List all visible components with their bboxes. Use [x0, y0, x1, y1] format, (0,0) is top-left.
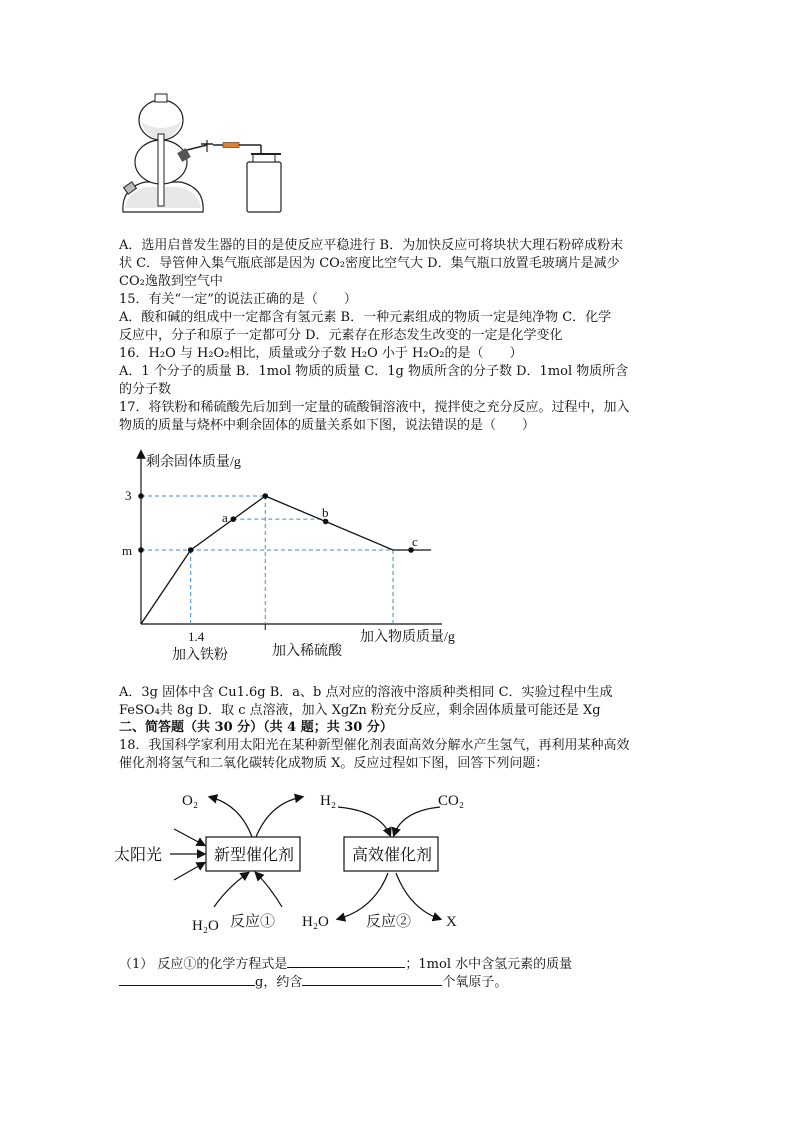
q18-sub1-line-2 [119, 972, 507, 992]
reaction-2-label: 反应② [366, 914, 412, 930]
h2o-in-label: H₂O [192, 918, 219, 934]
point-peak [262, 493, 268, 499]
q18-sub1-text-1: （1） 反应①的化学方程式是 [119, 957, 288, 972]
kipp-apparatus-figure [115, 90, 295, 220]
o2-label: O₂ [182, 793, 199, 809]
q17-options-line-1: A．3g 固体中含 Cu1.6g B．a、b 点对应的溶液中溶质种类相同 C．实验过程中生成 [119, 685, 613, 700]
sunlight-label: 太阳光 [114, 847, 163, 864]
h2o-out-label: H₂O [302, 914, 329, 930]
x-axis-label: 加入物质质量/g [360, 630, 455, 645]
q17-stem-line-1: 17．将铁粉和稀硫酸先后加到一定量的硫酸铜溶液中，搅拌使之充分反应。过程中，加入 [119, 400, 630, 415]
q18-sub1-line-1 [119, 954, 572, 974]
q15-stem: 15．有关“一定”的说法正确的是（ ） [119, 292, 357, 307]
q16-options-line-2: 的分子数 [119, 382, 172, 397]
catalyst-1-label: 新型催化剂 [214, 847, 295, 864]
q17-options-line-2: FeSO₄共 8g D．取 c 点溶液，加入 XgZn 粉充分反应，剩余固体质量可能还是 Xg [119, 703, 601, 718]
y-axis-point-3 [138, 493, 144, 499]
co2-label: CO₂ [438, 793, 465, 809]
section-2-title: 二、简答题（共 30 分）（共 4 题；共 30 分） [119, 720, 393, 735]
q16-options-line-1: A．1 个分子的质量 B．1mol 物质的质量 C．1g 物质所含的分子数 D．1mol 物质所含 [119, 364, 629, 379]
h2-label: H₂ [320, 793, 337, 809]
series-segment-0 [141, 550, 191, 624]
q17-mass-chart [110, 448, 480, 668]
point-a [231, 516, 237, 522]
catalyst-2-label: 高效催化剂 [352, 847, 433, 864]
q14-options-line-2: 状 C．导管伸入集气瓶底部是因为 CO₂密度比空气大 D．集气瓶口放置毛玻璃片是减少 [119, 256, 620, 271]
y-tick-3: 3 [125, 488, 132, 503]
answer-blank-hydrogen-mass[interactable] [119, 972, 255, 986]
q17-stem-line-2: 物质的质量与烧杯中剩余固体的质量关系如下图，说法错误的是（ ） [119, 418, 536, 433]
point-label-b: b [322, 505, 329, 520]
q18-stem-line-2: 催化剂将氢气和二氧化碳转化成物质 X。反应过程如下图，回答下列问题： [119, 756, 549, 771]
answer-blank-equation[interactable] [287, 954, 405, 968]
q18-sub1-text-3: g，约含 [255, 975, 303, 990]
q18-stem-line-1: 18．我国科学家利用太阳光在某种新型催化剂表面高效分解水产生氢气，再利用某种高效 [119, 738, 630, 753]
q14-options-line-3: CO₂逸散到空气中 [119, 274, 223, 289]
y-axis-label: 剩余固体质量/g [146, 455, 241, 470]
series-segment-2 [265, 496, 393, 550]
answer-blank-oxygen-atoms[interactable] [302, 972, 442, 986]
q15-options-line-1: A．酸和碱的组成中一定都含有氢元素 B．一种元素组成的物质一定是纯净物 C．化学 [119, 310, 612, 325]
q14-options-line-1: A．选用启普发生器的目的是使反应平稳进行 B．为加快反应可将块状大理石粉碎成粉末 [119, 238, 624, 253]
q18-sub1-text-2: ；1mol 水中含氢元素的质量 [405, 957, 573, 972]
q18-sub1-text-4: 个氧原子。 [442, 975, 508, 990]
reaction-1-label: 反应① [230, 914, 276, 930]
y-axis-point-m [138, 547, 144, 553]
q15-options-line-2: 反应中，分子和原子一定都可分 D．元素存在形态发生改变的一定是化学变化 [119, 328, 563, 343]
y-tick-m: m [122, 543, 133, 558]
q18-reaction-diagram [110, 785, 480, 940]
x-annotation-iron: 加入铁粉 [172, 648, 228, 663]
x-annotation-acid: 加入稀硫酸 [272, 644, 342, 659]
product-x-label: X [446, 914, 457, 930]
point-label-c: c [412, 534, 418, 549]
point-m [188, 547, 194, 553]
point-label-a: a [222, 510, 228, 525]
q16-stem: 16．H₂O 与 H₂O₂相比，质量或分子数 H₂O 小于 H₂O₂的是（ ） [119, 346, 523, 361]
x-tick-1-4: 1.4 [188, 629, 205, 644]
series-segment-1 [191, 496, 266, 550]
